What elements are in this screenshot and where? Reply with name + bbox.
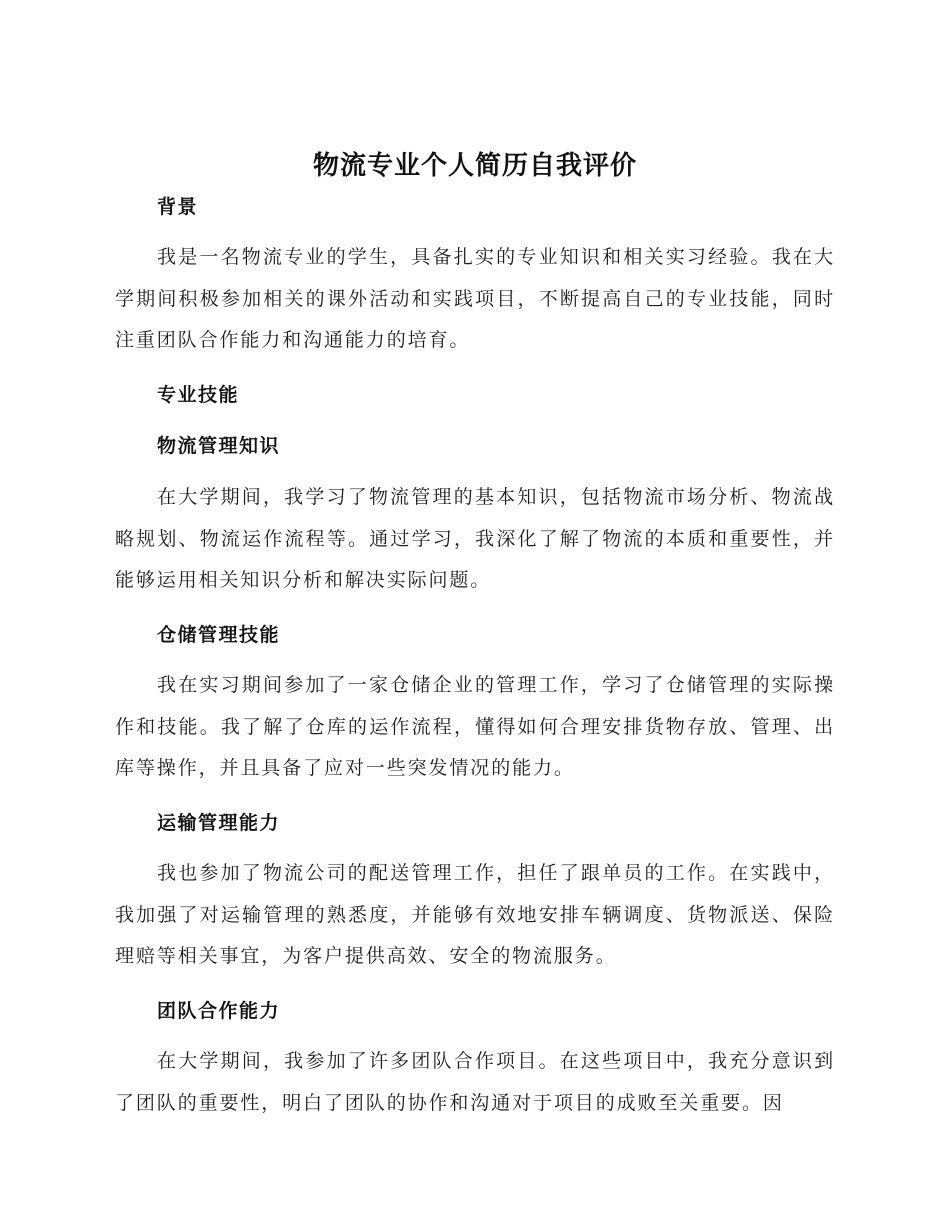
- paragraph-teamwork: 在大学期间，我参加了许多团队合作项目。在这些项目中，我充分意识到了团队的重要性，明白了团队的协作和沟通对于项目的成败至关重要。因: [115, 1050, 835, 1114]
- section-heading-professional-skills: 专业技能: [157, 384, 240, 406]
- section-heading-logistics-management: 物流管理知识: [157, 435, 281, 457]
- paragraph-transport-management: 我也参加了物流公司的配送管理工作，担任了跟单员的工作。在实践中，我加强了对运输管理的熟悉度，并能够有效地安排车辆调度、货物派送、保险理赔等相关事宜，为客户提供高效、安全的物流服务。: [115, 862, 835, 967]
- paragraph-background: 我是一名物流专业的学生，具备扎实的专业知识和相关实习经验。我在大学期间积极参加相关的课外活动和实践项目，不断提高自己的专业技能，同时注重团队合作能力和沟通能力的培育。: [115, 246, 835, 351]
- section-heading-teamwork: 团队合作能力: [157, 1000, 281, 1022]
- section-heading-background: 背景: [157, 196, 199, 218]
- paragraph-warehouse-management: 我在实习期间参加了一家仓储企业的管理工作，学习了仓储管理的实际操作和技能。我了解了仓库的运作流程，懂得如何合理安排货物存放、管理、出库等操作，并且具备了应对一些突发情况的能力。: [115, 674, 835, 779]
- page-title: 物流专业个人简历自我评价: [312, 151, 637, 181]
- section-heading-warehouse-management: 仓储管理技能: [157, 624, 281, 646]
- paragraph-logistics-management: 在大学期间，我学习了物流管理的基本知识，包括物流市场分析、物流战略规划、物流运作流程等。通过学习，我深化了解了物流的本质和重要性，并能够运用相关知识分析和解决实际问题。: [115, 486, 835, 591]
- section-heading-transport-management: 运输管理能力: [157, 812, 281, 834]
